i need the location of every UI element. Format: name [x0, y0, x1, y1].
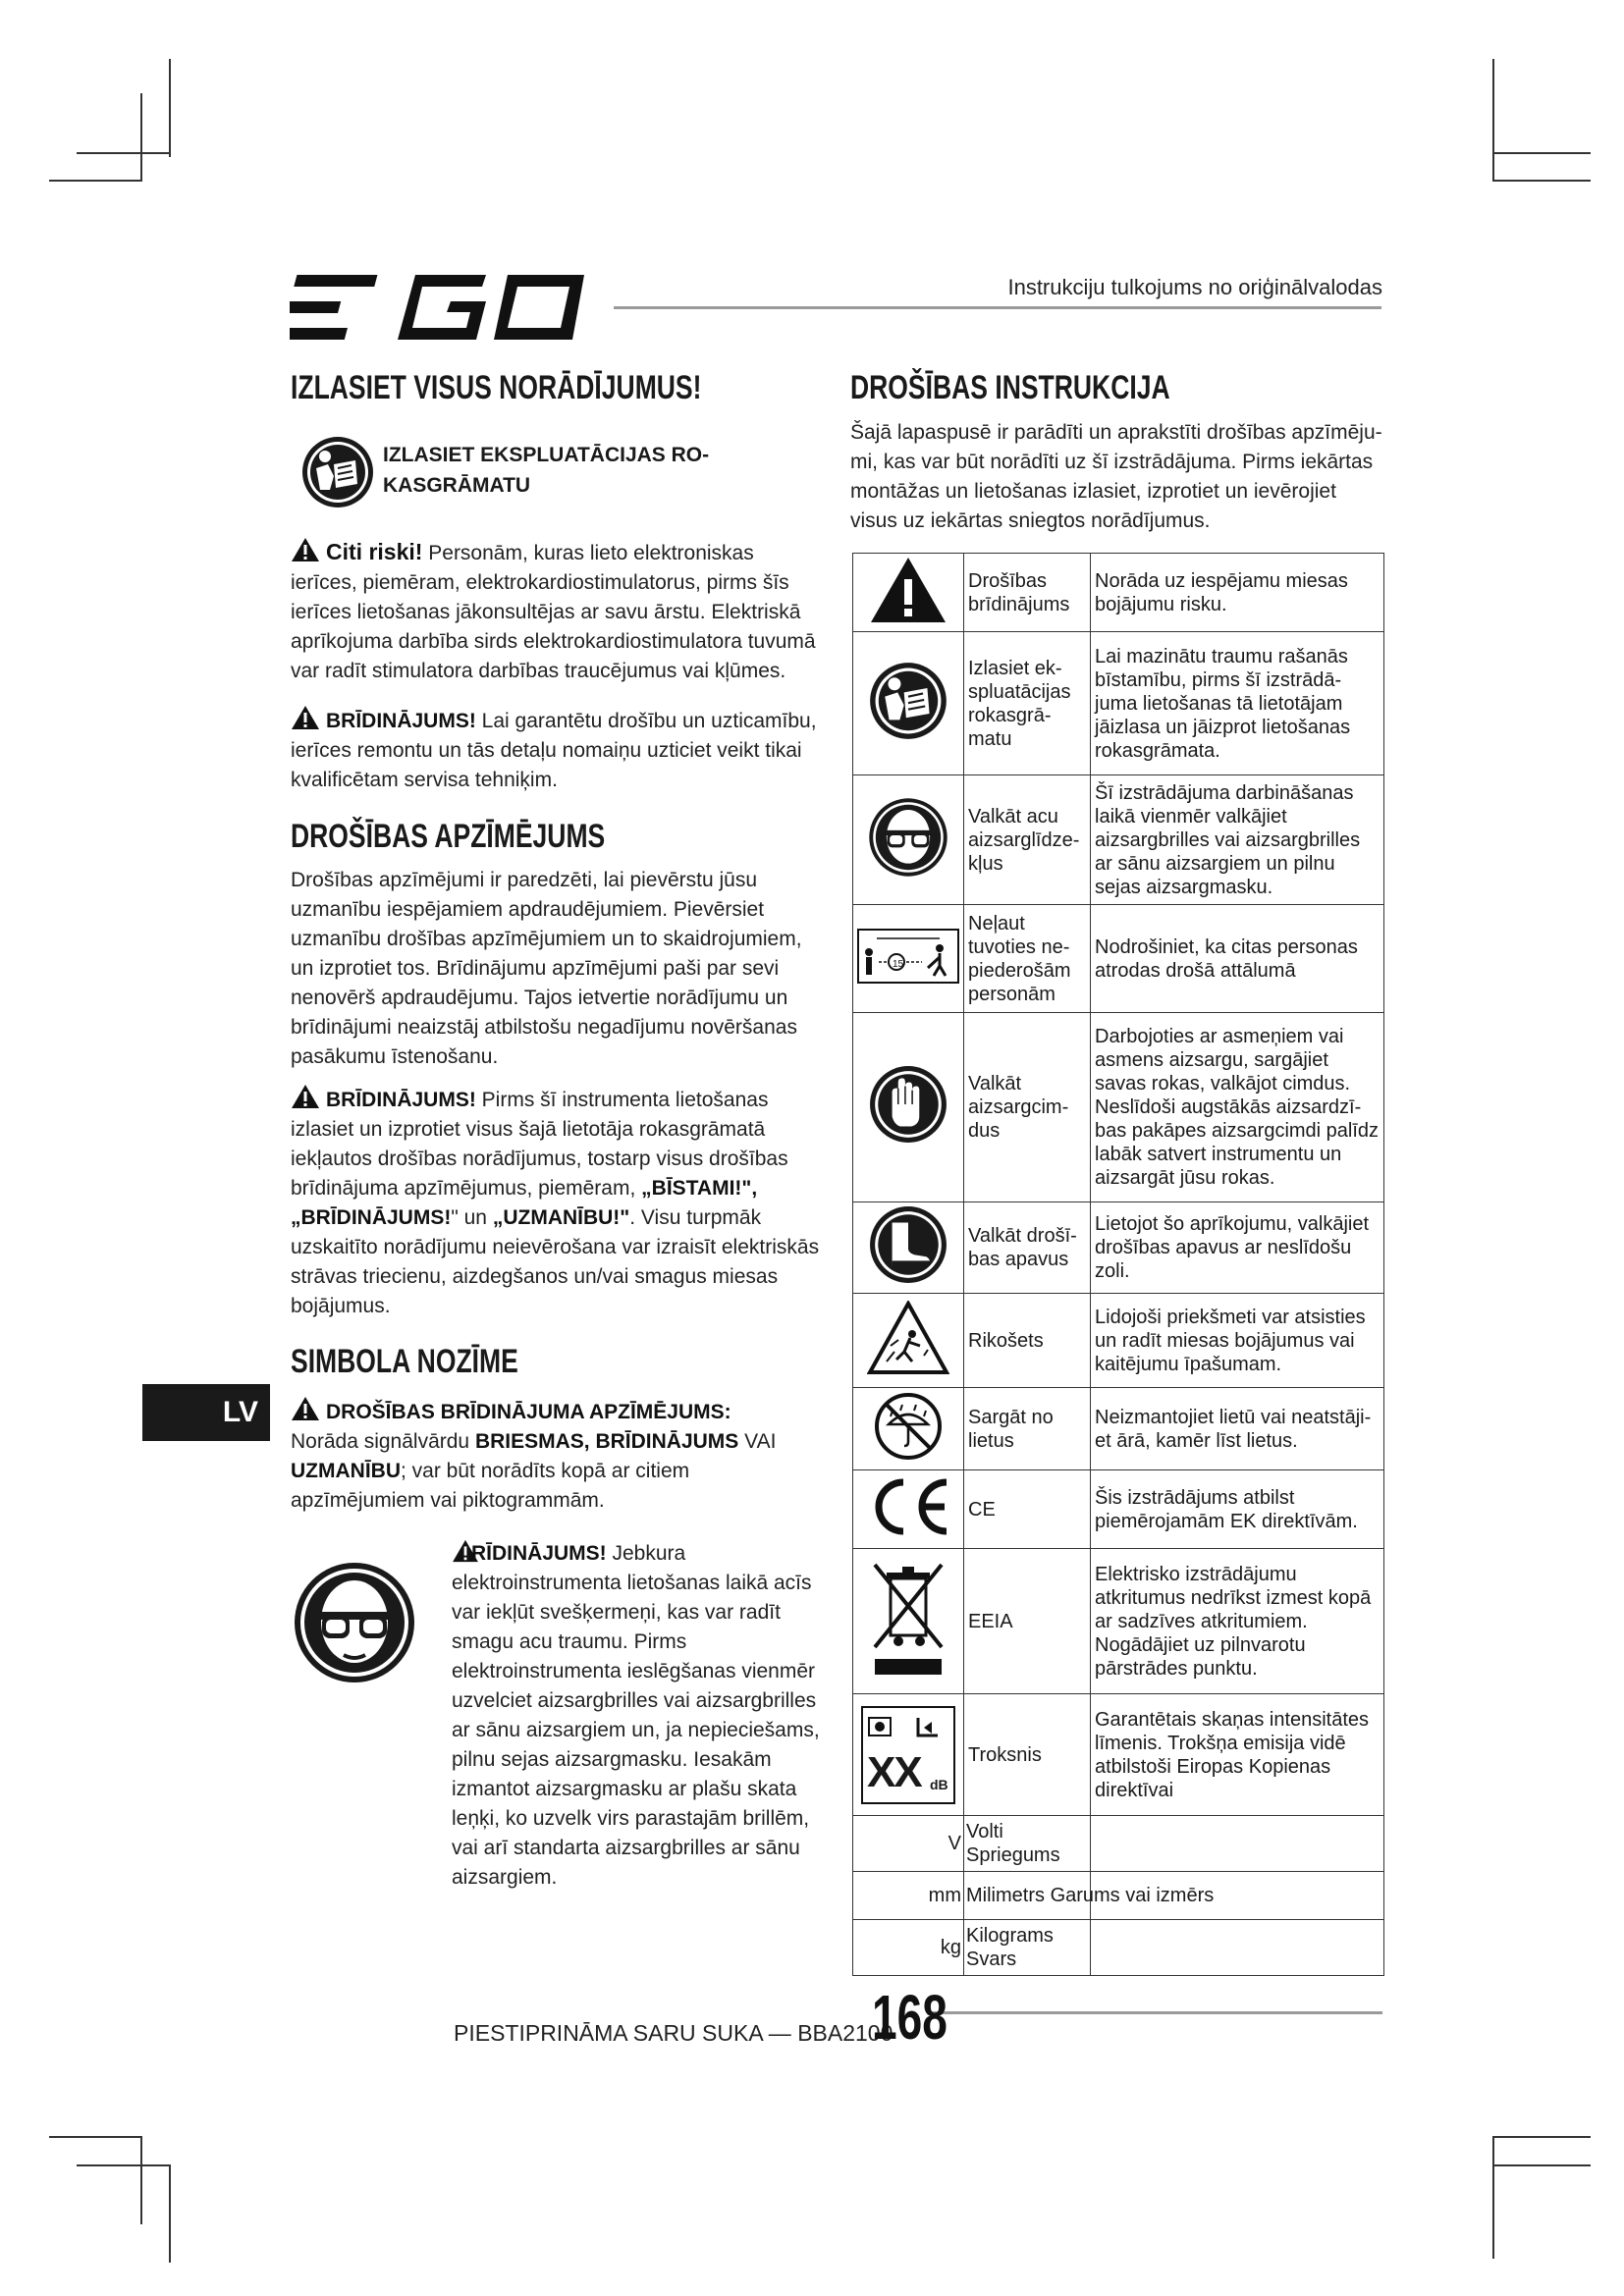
warning1-text: Lai garantētu drošību un uzticamību, ierīces remontu un tās detaļu nomaiņu uzticiet veikt tikai kvalificētam servisa tehniķim.	[291, 710, 817, 791]
symbol-description: Neizmantojiet lietū vai neatstāji-et ārā, kamēr līst lietus.	[1091, 1388, 1384, 1470]
read-manual-icon	[300, 435, 375, 509]
safety-symbols-text: Drošības apzīmējumi ir paredzēti, lai pievērstu jūsu uzmanību iespējamiem apdraudējumiem. Pievērsiet uzmanību drošības apzīmējumiem un to skaidrojumiem, un izprotiet tos. Brīdinājumu apzīmējumi paši par sevi nenovērš apdraudējumu. Tajos ietvertie norādījumu un brīdinājumi neaizstāj atbilstošu negadījumu novēršanas pasākumu īstenošanu.	[291, 869, 802, 1068]
symbol-description: Elektrisko izstrādājumu atkritumus nedrīkst izmest kopā ar sadzīves atkritumiem. Nogādājiet uz pilnvarotu pārstrādes punktu.	[1091, 1549, 1384, 1694]
symbol-name: Izlasiet ek-spluatācijas rokasgrā-matu	[964, 632, 1091, 775]
safety-goggles-icon	[293, 1561, 416, 1684]
table-row	[853, 1694, 1384, 1816]
crop-mark	[140, 2136, 142, 2224]
crop-mark	[1492, 2136, 1591, 2138]
eye-warning-text: Jebkura elektroinstrumenta lietošanas laikā acīs var iekļūt svešķermeņi, kas var radīt smagu acu traumu. Pirms elektroinstrumenta ieslēgšanas vienmēr uzvelciet aizsargbrilles vai aizsargbrilles ar sānu aizsargiem un, ja nepieciešams, pilnu sejas aizsargmasku. Iesakām izmantot aizsargmasku ar plašu skata leņķi, ko uzvelk virs parastajām brillēm, vai arī standarta aizsargbrilles ar sānu aizsargiem.	[452, 1542, 820, 1889]
alert-signal-words: BRIESMAS, BRĪDINĀJUMS	[474, 1430, 739, 1453]
symbol-description: Darbojoties ar asmeņiem vai asmens aizsargu, sargājiet savas rokas, valkājot cimdus. Neslīdoši augstākās aizsardzī-bas pakāpes aizsargcimdi palīdz labāk satvert instrumentu un aizsargāt jūsu rokas.	[1091, 1013, 1384, 1202]
other-risks-paragraph	[291, 537, 821, 686]
no-rain-icon	[873, 1391, 944, 1462]
noise-level-icon	[861, 1706, 955, 1804]
symbol-name: Troksnis	[964, 1694, 1091, 1816]
unit-name: Kilograms	[966, 1925, 1054, 1947]
ce-mark-icon	[864, 1476, 952, 1537]
unit-abbr: V	[853, 1816, 964, 1872]
footer-rule	[928, 2011, 1382, 2014]
alert-heading: DROŠĪBAS BRĪDINĀJUMA APZĪMĒJUMS:	[326, 1401, 731, 1423]
safety-goggles-icon	[868, 797, 948, 878]
warning-triangle-icon	[291, 537, 320, 562]
symbol-cell	[853, 1549, 964, 1694]
table-row	[853, 554, 1384, 632]
symbol-description: Nodrošiniet, ka citas personas atrodas drošā attālumā	[1091, 905, 1384, 1013]
symbol-name: Valkāt acu aizsarglīdze-kļus	[964, 775, 1091, 905]
symbol-name: Valkāt aizsargcim-dus	[964, 1013, 1091, 1202]
symbol-name: Rikošets	[964, 1294, 1091, 1388]
alert-text: VAI	[738, 1430, 777, 1453]
warning-triangle-icon	[291, 1396, 320, 1421]
ricochet-icon	[867, 1301, 949, 1375]
unit-abbr: kg	[853, 1920, 964, 1976]
symbol-cell	[853, 632, 964, 775]
table-row	[853, 1920, 1384, 1976]
crop-mark	[77, 152, 171, 154]
crop-mark	[169, 59, 171, 157]
manual-label-line2: KASGRĀMATU	[383, 474, 531, 497]
ego-logo	[290, 273, 584, 342]
table-row	[853, 1294, 1384, 1388]
unit-empty	[1091, 1816, 1384, 1872]
table-row	[853, 775, 1384, 905]
safety-boots-icon	[868, 1204, 948, 1285]
unit-empty	[1091, 1920, 1384, 1976]
warning2-signal-words: „BĪSTAMI!", „BRĪDINĀJUMS!	[291, 1177, 758, 1229]
unit-name: Milimetrs	[966, 1885, 1045, 1906]
crop-mark	[140, 93, 142, 182]
read-all-heading: IZLASIET VISUS NORĀDĪJUMUS!	[291, 369, 702, 406]
translation-note: Instrukciju tulkojums no oriģinālvalodas	[1007, 275, 1382, 299]
alert-text: Norāda signālvārdu	[291, 1430, 475, 1453]
warning-triangle-icon	[869, 556, 947, 624]
symbol-description: Lidojoši priekšmeti var atsisties un radīt miesas bojājumus vai kaitējumu īpašumam.	[1091, 1294, 1384, 1388]
warning2-lead: BRĪDINĀJUMS!	[326, 1089, 476, 1111]
unit-name-quantity	[964, 1920, 1091, 1976]
alert-paragraph	[291, 1396, 821, 1516]
unit-name-quantity	[964, 1872, 1215, 1920]
warning-triangle-icon	[291, 1084, 320, 1109]
table-row	[853, 1013, 1384, 1202]
symbol-description: Lai mazinātu traumu rašanās bīstamību, pirms šī izstrādā-juma lietošanas tā lietotājam jāizlasa un jāizprot lietošanas rokasgrāmata.	[1091, 632, 1384, 775]
symbol-cell	[853, 1013, 964, 1202]
keep-bystanders-away-icon	[857, 929, 959, 984]
symbol-cell	[853, 554, 964, 632]
table-row	[853, 1549, 1384, 1694]
symbol-cell	[853, 775, 964, 905]
unit-abbr: mm	[853, 1872, 964, 1920]
gloves-icon	[868, 1064, 948, 1145]
symbol-description: Lietojot šo aprīkojumu, valkājiet drošības apavus ar neslīdošu zoli.	[1091, 1202, 1384, 1294]
symbol-name: Sargāt no lietus	[964, 1388, 1091, 1470]
page-number: 168	[872, 1982, 947, 2053]
symbol-description: Šī izstrādājuma darbināšanas laikā vienmēr valkājiet aizsargbrilles vai aizsargbrilles ar sānu aizsargiem un pilnu sejas aizsargmasku.	[1091, 775, 1384, 905]
unit-quantity: Svars	[966, 1949, 1017, 1970]
table-row	[853, 1872, 1384, 1920]
warning2-paragraph	[291, 1084, 821, 1321]
unit-name-quantity	[964, 1816, 1091, 1872]
warning1-paragraph	[291, 705, 821, 795]
warning2-signal-word: „UZMANĪBU!"	[492, 1206, 630, 1229]
table-row	[853, 1202, 1384, 1294]
language-tab: LV	[142, 1384, 270, 1441]
manual-label-line1: IZLASIET EKSPLUATĀCIJAS RO-	[383, 444, 710, 466]
crop-mark	[49, 180, 142, 182]
sound-icon	[914, 1714, 944, 1739]
symbol-description: Garantētais skaņas intensitātes līmenis. Trokšņa emisija vidē atbilstoši Eiropas Kopienas direktīvai	[1091, 1694, 1384, 1816]
symbol-name: EEIA	[964, 1549, 1091, 1694]
alert-text: ; var būt norādīts kopā ar citiem apzīmējumiem vai piktogrammām.	[291, 1460, 690, 1512]
symbol-name: Drošības brīdinājums	[964, 554, 1091, 632]
warning1-lead: BRĪDINĀJUMS!	[326, 710, 476, 732]
table-row	[853, 1388, 1384, 1470]
engine-icon	[867, 1712, 896, 1739]
header-rule	[614, 306, 1381, 309]
symbol-meaning-heading: SIMBOLA NOZĪME	[291, 1343, 518, 1380]
eye-warning-paragraph	[452, 1539, 825, 1893]
table-row	[853, 632, 1384, 775]
symbol-description: Šis izstrādājums atbilst piemērojamām EK direktīvām.	[1091, 1470, 1384, 1549]
crop-mark	[1492, 180, 1591, 182]
weee-bin-icon	[867, 1557, 949, 1681]
table-row	[853, 1470, 1384, 1549]
noise-value: XX	[867, 1747, 921, 1796]
other-risks-lead: Citi riski!	[326, 539, 423, 564]
warning-triangle-icon	[291, 705, 320, 730]
crop-mark	[1492, 2136, 1494, 2259]
warning2-text: Pirms šī instrumenta lietošanas izlasiet un izprotiet visus šajā lietotāja rokasgrāmatā iekļautos drošības norādījumus, tostarp visus drošības brīdinājuma apzīmējumus, piemēram,	[291, 1089, 788, 1200]
crop-mark	[1492, 59, 1494, 182]
symbol-name: CE	[964, 1470, 1091, 1549]
crop-mark	[1492, 2164, 1591, 2166]
crop-mark	[1492, 152, 1591, 154]
warning2-text: " un	[451, 1206, 493, 1229]
symbol-name: Valkāt drošī-bas apavus	[964, 1202, 1091, 1294]
symbol-name: Neļaut tuvoties ne-piederošām personām	[964, 905, 1091, 1013]
symbol-cell	[853, 1694, 964, 1816]
eye-warning-lead: RĪDINĀJUMS!	[471, 1542, 607, 1565]
safety-symbols-heading: DROŠĪBAS APZĪMĒJUMS	[291, 818, 606, 855]
footer-product: PIESTIPRINĀMA SARU SUKA — BBA2100	[454, 2020, 893, 2046]
table-row	[853, 905, 1384, 1013]
alert-signal-word: UZMANĪBU	[291, 1460, 401, 1482]
svg-text:EGO: EGO	[290, 273, 293, 274]
svg-text:15: 15	[893, 958, 904, 970]
read-manual-icon	[868, 661, 948, 741]
crop-mark	[49, 2136, 142, 2138]
unit-name: Volti	[966, 1821, 1003, 1842]
unit-quantity: Spriegums	[966, 1844, 1060, 1866]
safety-instruction-intro: Šajā lapaspusē ir parādīti un aprakstīti drošības apzīmēju-mi, kas var būt norādīti uz šī izstrādājuma. Pirms iekārtas montāžas un lietošanas izlasiet, izprotiet un ievērojiet visus uz iekārtas sniegtos norādījumus.	[850, 421, 1382, 532]
symbol-cell	[853, 905, 964, 1013]
db-unit: dB	[930, 1776, 948, 1792]
unit-quantity: Garums vai izmērs	[1050, 1885, 1215, 1906]
symbol-description: Norāda uz iespējamu miesas bojājumu risku.	[1091, 554, 1384, 632]
other-risks-text: Personām, kuras lieto elektroniskas ierīces, piemēram, elektrokardiostimulatorus, pirms šīs ierīces lietošanas jākonsultējas ar savu ārstu. Elektriskā aprīkojuma darbība sirds elektrokardiostimulatora tuvumā var radīt stimulatora darbības traucējumus vai kļūmes.	[291, 542, 816, 682]
symbol-cell	[853, 1294, 964, 1388]
crop-mark	[77, 2164, 171, 2166]
symbol-table	[852, 553, 1384, 1976]
symbol-cell	[853, 1388, 964, 1470]
crop-mark	[169, 2164, 171, 2263]
symbol-cell	[853, 1470, 964, 1549]
symbol-cell	[853, 1202, 964, 1294]
safety-instruction-heading: DROŠĪBAS INSTRUKCIJA	[850, 369, 1170, 406]
warning2-text: . Visu turpmāk uzskaitīto norādījumu neievērošana var izraisīt elektriskās strāvas triecienu, aizdegšanos un/vai smagus miesas bojājumus.	[291, 1206, 820, 1317]
table-row	[853, 1816, 1384, 1872]
